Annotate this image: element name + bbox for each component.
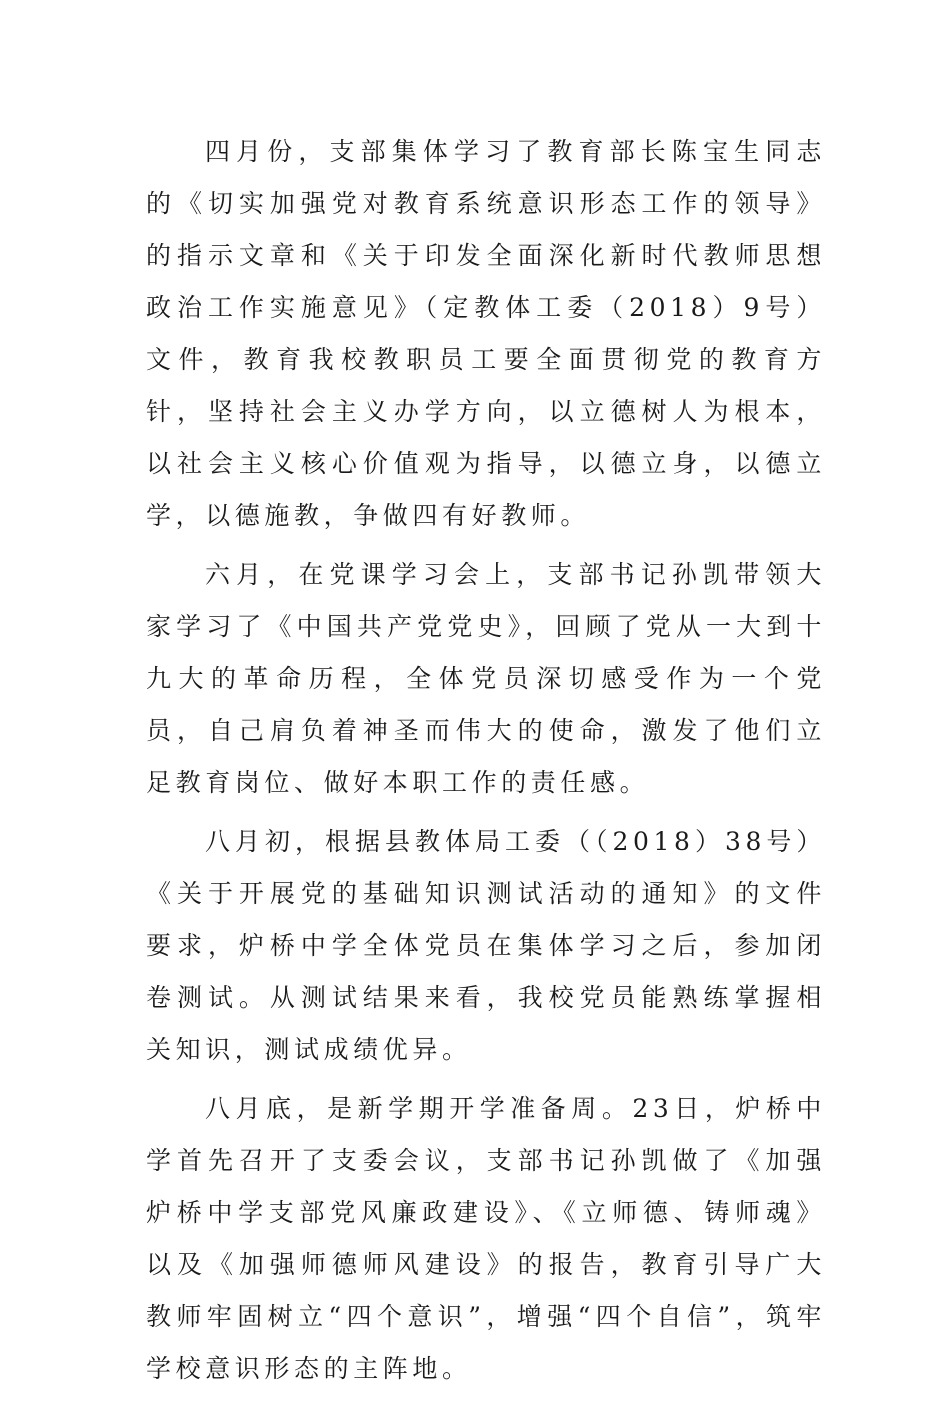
- paragraph-april-study: 四月份，支部集体学习了教育部长陈宝生同志的《切实加强党对教育系统意识形态工作的领导》的指示文章和《关于印发全面深化新时代教师思想政治工作实施意见》（定教体工委（2018）9号）文件，教育我校教职员工要全面贯彻党的教育方针，坚持社会主义办学方向，以立德树人为根本，以社会主义核心价值观为指导，以德立身，以德立学，以德施教，争做四有好教师。: [146, 137, 826, 530]
- paragraph-early-august-test: 八月初，根据县教体局工委（（2018）38号）《关于开展党的基础知识测试活动的通知》的文件要求，炉桥中学全体党员在集体学习之后，参加闭卷测试。从测试结果来看，我校党员能熟练掌握相关知识，测试成绩优异。: [146, 827, 826, 1064]
- document-body: [146, 126, 826, 1402]
- paragraph-june-party-lesson: 六月，在党课学习会上，支部书记孙凯带领大家学习了《中国共产党党史》，回顾了党从一大到十九大的革命历程，全体党员深切感受作为一个党员，自己肩负着神圣而伟大的使命，激发了他们立足教育岗位、做好本职工作的责任感。: [146, 560, 826, 797]
- paragraph-late-august-meeting: 八月底，是新学期开学准备周。23日，炉桥中学首先召开了支委会议，支部书记孙凯做了《加强炉桥中学支部党风廉政建设》、《立师德、铸师魂》以及《加强师德师风建设》的报告，教育引导广大教师牢固树立“四个意识”，增强“四个自信”，筑牢学校意识形态的主阵地。: [146, 1094, 826, 1383]
